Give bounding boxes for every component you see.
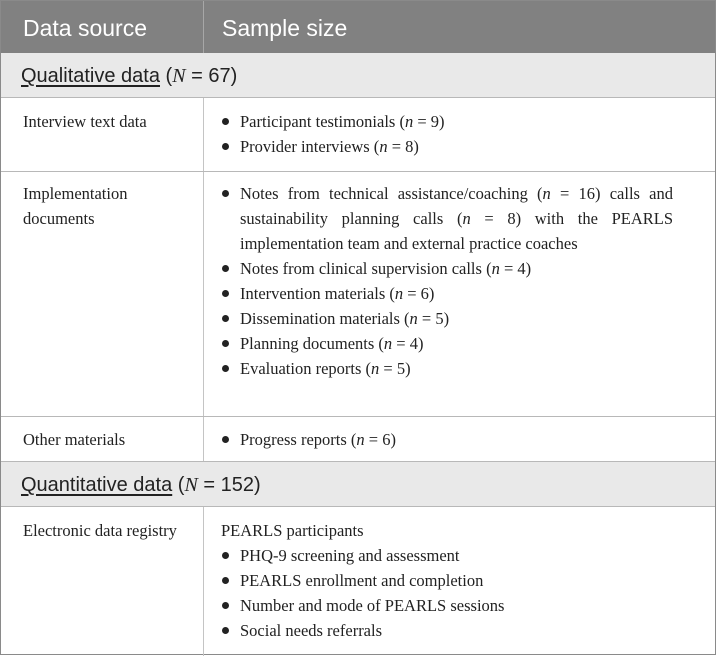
row-label: Implementation documents xyxy=(23,184,128,228)
list-item: Social needs referrals xyxy=(221,618,673,643)
section-qualitative-count: (N = 67) xyxy=(165,65,238,87)
list-item: Planning documents (n = 4) xyxy=(221,331,673,356)
section-qualitative xyxy=(1,53,715,98)
column-divider xyxy=(203,98,204,171)
list-item: PEARLS enrollment and completion xyxy=(221,568,673,593)
list-item: Evaluation reports (n = 5) xyxy=(221,356,673,381)
table-header xyxy=(1,1,715,54)
row-electronic-data-registry xyxy=(1,507,715,656)
row-label: Electronic data registry xyxy=(23,521,177,540)
row-other-materials xyxy=(1,417,715,462)
section-quantitative xyxy=(1,462,715,507)
bullet-list xyxy=(221,543,673,643)
section-qualitative-title: Qualitative data xyxy=(21,65,160,87)
bullet-list xyxy=(221,181,673,381)
section-quantitative-title: Quantitative data xyxy=(21,474,173,496)
list-intro: PEARLS participants xyxy=(221,521,364,540)
row-label: Other materials xyxy=(23,430,126,449)
list-item: Notes from clinical supervision calls (n = 4) xyxy=(221,256,673,281)
list-item: PHQ-9 screening and assessment xyxy=(221,543,673,568)
list-item: Participant testimonials (n = 9) xyxy=(221,109,673,134)
list-item: Notes from technical assistance/coaching (n = 16) calls and sustainability planning calls (n = 8) with the PEARLS implementation team and external practice coaches xyxy=(221,181,673,256)
list-item: Provider interviews (n = 8) xyxy=(221,134,673,159)
row-label: Interview text data xyxy=(23,112,147,131)
header-sample-size: Sample size xyxy=(222,15,348,41)
bullet-list xyxy=(221,109,673,159)
list-item: Progress reports (n = 6) xyxy=(221,427,673,452)
list-item: Dissemination materials (n = 5) xyxy=(221,306,673,331)
column-divider xyxy=(203,417,204,461)
list-item: Intervention materials (n = 6) xyxy=(221,281,673,306)
column-divider xyxy=(203,507,204,656)
section-quantitative-count: (N = 152) xyxy=(177,474,261,496)
column-divider xyxy=(203,1,204,53)
bullet-list xyxy=(221,427,673,452)
row-interview-text-data xyxy=(1,98,715,172)
row-implementation-documents xyxy=(1,172,715,417)
list-item: Number and mode of PEARLS sessions xyxy=(221,593,673,618)
column-divider xyxy=(203,172,204,416)
header-data-source: Data source xyxy=(23,15,148,41)
